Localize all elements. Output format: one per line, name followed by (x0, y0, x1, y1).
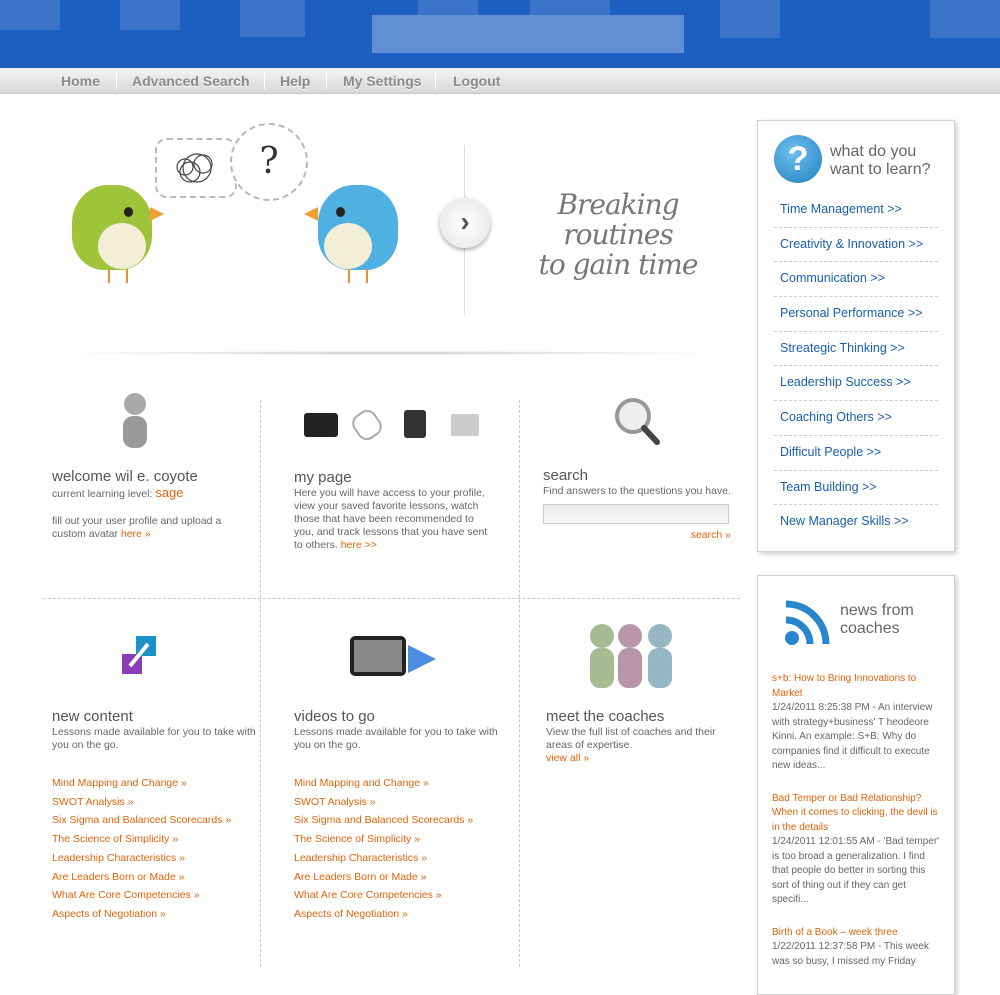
new-content-links (52, 774, 257, 924)
magnifier-icon (611, 392, 663, 452)
blue-bird-icon (318, 185, 398, 270)
list-item[interactable]: The Science of Simplicity » (294, 833, 421, 846)
news-body: 1/22/2011 12:37:58 PM - This week was so busy, I missed my Friday (772, 941, 929, 967)
learn-panel (757, 120, 955, 552)
top-nav (0, 68, 1000, 94)
coaches-title: meet the coaches (546, 708, 665, 725)
tagline-line-2: to gain time (538, 248, 698, 281)
search-title: search (543, 467, 589, 484)
topic-link[interactable]: Team Building >> (774, 471, 938, 506)
list-item[interactable]: Are Leaders Born or Made » (52, 870, 185, 883)
row-divider (43, 598, 740, 599)
exchange-arrows-icon (122, 630, 156, 684)
scribble-icon (157, 140, 235, 196)
profile-here-link[interactable]: here » (120, 528, 151, 540)
nav-help[interactable]: Help (280, 73, 311, 89)
coaches-group-icon (586, 620, 686, 692)
hero-shadow (50, 351, 730, 355)
news-title[interactable]: s+b: How to Bring Innovations to Market (772, 673, 917, 699)
search-input[interactable] (543, 504, 729, 524)
user-avatar-icon (114, 390, 156, 452)
nav-my-settings[interactable]: My Settings (343, 73, 422, 89)
search-text: Find answers to the questions you have. (543, 485, 731, 497)
nav-logout[interactable]: Logout (453, 73, 501, 89)
list-item[interactable]: Aspects of Negotiation » (294, 907, 408, 920)
green-bird-icon (72, 185, 152, 270)
nav-separator (435, 72, 436, 89)
videos-text: Lessons made available for you to take with you on the go. (294, 726, 498, 751)
next-slide-button[interactable]: › (440, 198, 490, 248)
news-body: 1/24/2011 12:01:55 AM - 'Bad temper' is too broad a generalization. I find that people do better in sorting this sort of thing out if they can get specifi... (772, 836, 940, 905)
list-item[interactable]: Mind Mapping and Change » (294, 777, 429, 789)
video-tablet-icon (350, 630, 440, 684)
envelope-icon (451, 414, 479, 436)
learning-level: current learning level: sage (52, 485, 184, 500)
paperclip-icon (348, 406, 385, 444)
rss-icon (784, 596, 834, 646)
thought-bubble-scribble (155, 138, 237, 198)
thought-bubble-question: ? (230, 123, 308, 201)
list-item[interactable]: Leadership Characteristics » (52, 851, 186, 864)
list-item[interactable]: Are Leaders Born or Made » (294, 870, 427, 883)
news-panel-title: news from coaches (840, 602, 914, 637)
question-mark-icon: ? (774, 135, 822, 183)
news-title[interactable]: Bad Temper or Bad Relationship? When it comes to clicking, the devil is in the details (772, 792, 938, 833)
column-divider (260, 400, 261, 967)
topic-link[interactable]: New Manager Skills >> (780, 514, 909, 529)
topic-link[interactable]: Coaching Others >> (774, 401, 938, 436)
nav-advanced-search[interactable]: Advanced Search (132, 73, 250, 89)
new-content-title: new content (52, 708, 133, 725)
list-item[interactable]: Mind Mapping and Change » (52, 777, 187, 789)
topic-link[interactable]: Creativity & Innovation >> (774, 228, 938, 263)
column-divider (519, 400, 520, 967)
news-item (772, 672, 940, 774)
videos-links (294, 774, 499, 924)
list-item[interactable]: Aspects of Negotiation » (52, 907, 166, 920)
topic-link[interactable]: Difficult People >> (774, 436, 938, 471)
my-page-text: Here you will have access to your profile, view your saved favorite lessons, watch those that have been recommended to you, and track lessons that you have sent to others. here >> (294, 487, 488, 551)
videos-title: videos to go (294, 708, 375, 725)
welcome-title: welcome wil e. coyote (52, 468, 198, 485)
hero-banner (40, 115, 730, 355)
topic-link[interactable]: Personal Performance >> (774, 297, 938, 332)
coaches-section (546, 620, 736, 765)
list-item[interactable]: Six Sigma and Balanced Scorecards » (52, 814, 232, 827)
news-title[interactable]: Birth of a Book – week three (772, 926, 898, 938)
news-item (772, 792, 940, 908)
my-page-icons (294, 400, 494, 452)
list-item[interactable]: SWOT Analysis » (294, 795, 376, 808)
search-button[interactable]: search » (690, 529, 731, 541)
topic-link[interactable]: Streategic Thinking >> (774, 332, 938, 367)
my-page-section (294, 400, 494, 552)
videos-section (294, 630, 499, 924)
list-item[interactable]: SWOT Analysis » (52, 795, 134, 808)
topic-link[interactable]: Communication >> (774, 262, 938, 297)
list-item[interactable]: What Are Core Competencies » (294, 889, 442, 902)
welcome-section (52, 390, 252, 541)
list-item[interactable]: Six Sigma and Balanced Scorecards » (294, 814, 474, 827)
list-item[interactable]: Leadership Characteristics » (294, 851, 428, 864)
hero-tagline (518, 190, 718, 280)
nav-separator (264, 72, 265, 89)
nav-separator (116, 72, 117, 89)
news-panel (757, 575, 955, 995)
learn-panel-title: what do you want to learn? (830, 143, 931, 178)
new-content-section (52, 630, 257, 924)
topic-link[interactable]: Time Management >> (774, 193, 938, 228)
news-body: 1/24/2011 8:25:38 PM - An interview with strategy+business' T heodeore Kinni. An example: S+B: Why do companies find it difficult to execute new ideas... (772, 702, 933, 771)
my-page-here-link[interactable]: here >> (340, 539, 377, 551)
list-item[interactable]: The Science of Simplicity » (52, 833, 179, 846)
welcome-text: fill out your user profile and upload a custom avatar here » (52, 515, 222, 540)
nav-home[interactable]: Home (61, 73, 100, 89)
list-item[interactable]: What Are Core Competencies » (52, 889, 200, 902)
my-page-title: my page (294, 469, 352, 486)
learning-level-value[interactable]: sage (155, 485, 184, 500)
news-item (772, 926, 940, 970)
profile-card-icon (304, 413, 338, 437)
header-banner (0, 0, 1000, 68)
nav-separator (326, 72, 327, 89)
new-content-text: Lessons made available for you to take with you on the go. (52, 726, 256, 751)
news-panel-header (758, 576, 954, 672)
topic-link[interactable]: Leadership Success >> (774, 366, 938, 401)
search-section (543, 392, 731, 541)
clipboard-icon (404, 410, 426, 438)
coaches-text: View the full list of coaches and their areas of expertise. (546, 726, 716, 751)
tagline-line-1: Breaking routines (557, 188, 679, 251)
view-all-coaches-link[interactable]: view all » (546, 752, 590, 764)
learn-panel-header (758, 121, 954, 193)
